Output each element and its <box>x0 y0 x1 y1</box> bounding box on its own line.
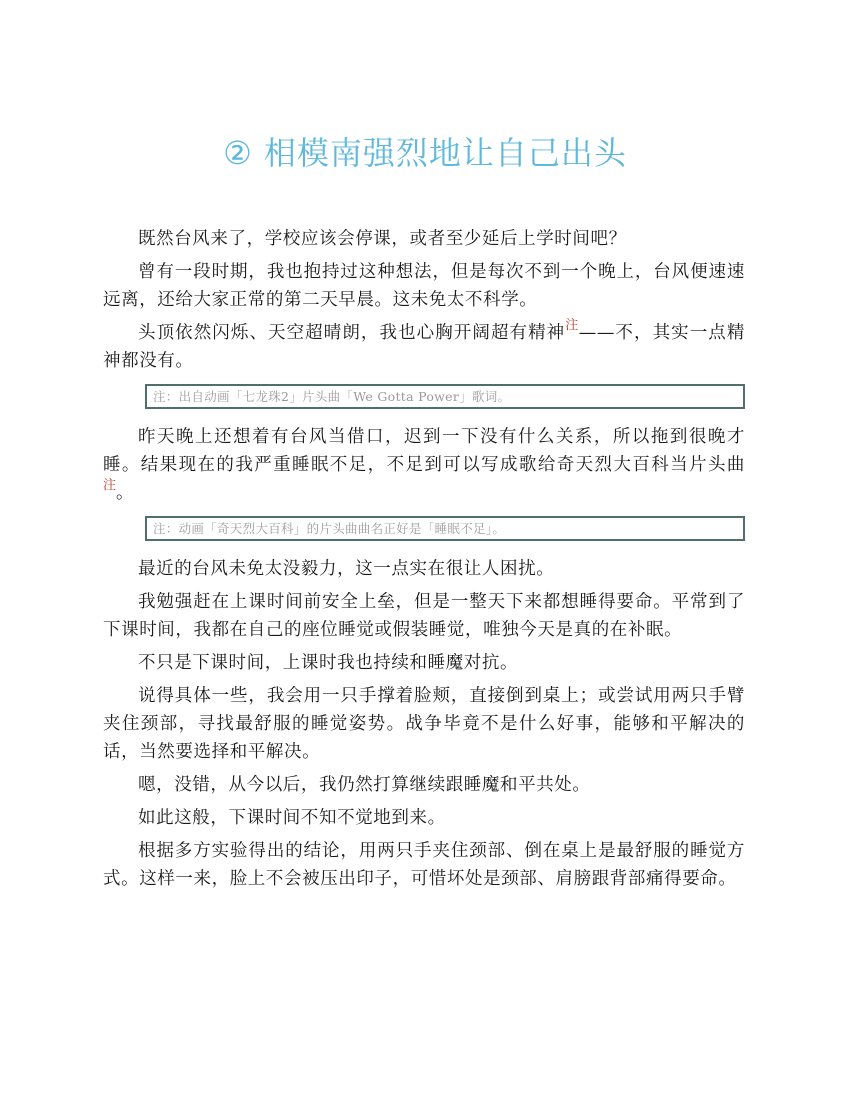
paragraph-1: 既然台风来了，学校应该会停课，或者至少延后上学时间吧？ <box>138 229 627 249</box>
paragraph-4-text: 昨天晚上还想着有台风当借口，迟到一下没有什么关系，所以拖到很晚才睡。结果现在的我严重睡眠不足，不足到可以写成歌给奇天烈大百科当片头曲 <box>103 427 745 475</box>
chapter-title: ② 相模南强烈地让自己出头 <box>223 134 627 172</box>
footnote-box-1: 注：出自动画「七龙珠2」片头曲「We Gotta Power」歌词。 <box>145 384 745 409</box>
paragraph-5: 最近的台风未免太没毅力，这一点实在很让人困扰。 <box>138 559 555 579</box>
paragraph-11: 根据多方实验得出的结论，用两只手夹住颈部、倒在桌上是最舒服的睡觉方式。这样一来，脸上不会被压出印子，可惜坏处是颈部、肩膀跟背部痛得要命。 <box>103 841 745 889</box>
body-text <box>103 225 745 898</box>
footnote-marker-1[interactable]: 注 <box>565 318 579 333</box>
paragraph-7: 不只是下课时间，上课时我也持续和睡魔对抗。 <box>138 653 519 673</box>
paragraph-2: 曾有一段时期，我也抱持过这种想法，但是每次不到一个晚上，台风便速速远离，还给大家正常的第二天早晨。这未免太不科学。 <box>103 262 745 310</box>
paragraph-10: 如此这般，下课时间不知不觉地到来。 <box>138 808 446 828</box>
paragraph-8: 说得具体一些，我会用一只手撑着脸颊，直接倒到桌上；或尝试用两只手臂夹住颈部，寻找最舒服的睡觉姿势。战争毕竟不是什么好事，能够和平解决的话，当然要选择和平解决。 <box>103 686 745 762</box>
paragraph-3-text: 头顶依然闪烁、天空超晴朗，我也心胸开阔超有精神 <box>138 323 566 343</box>
paragraph-6: 我勉强赶在上课时间前安全上垒，但是一整天下来都想睡得要命。平常到了下课时间，我都在自己的座位睡觉或假装睡觉，唯独今天是真的在补眠。 <box>103 592 745 640</box>
paragraph-4-text-end: 。 <box>116 483 135 503</box>
paragraph-4 <box>103 423 745 507</box>
paragraph-3-text-end: ——不，其实一点精神都没有。 <box>103 323 745 371</box>
footnote-marker-2[interactable]: 注 <box>103 478 117 493</box>
paragraph-9: 嗯，没错，从今以后，我仍然打算继续跟睡魔和平共处。 <box>138 775 591 795</box>
paragraph-3 <box>103 319 745 375</box>
footnote-box-2: 注：动画「奇天烈大百科」的片头曲曲名正好是「睡眠不足」。 <box>145 516 745 541</box>
